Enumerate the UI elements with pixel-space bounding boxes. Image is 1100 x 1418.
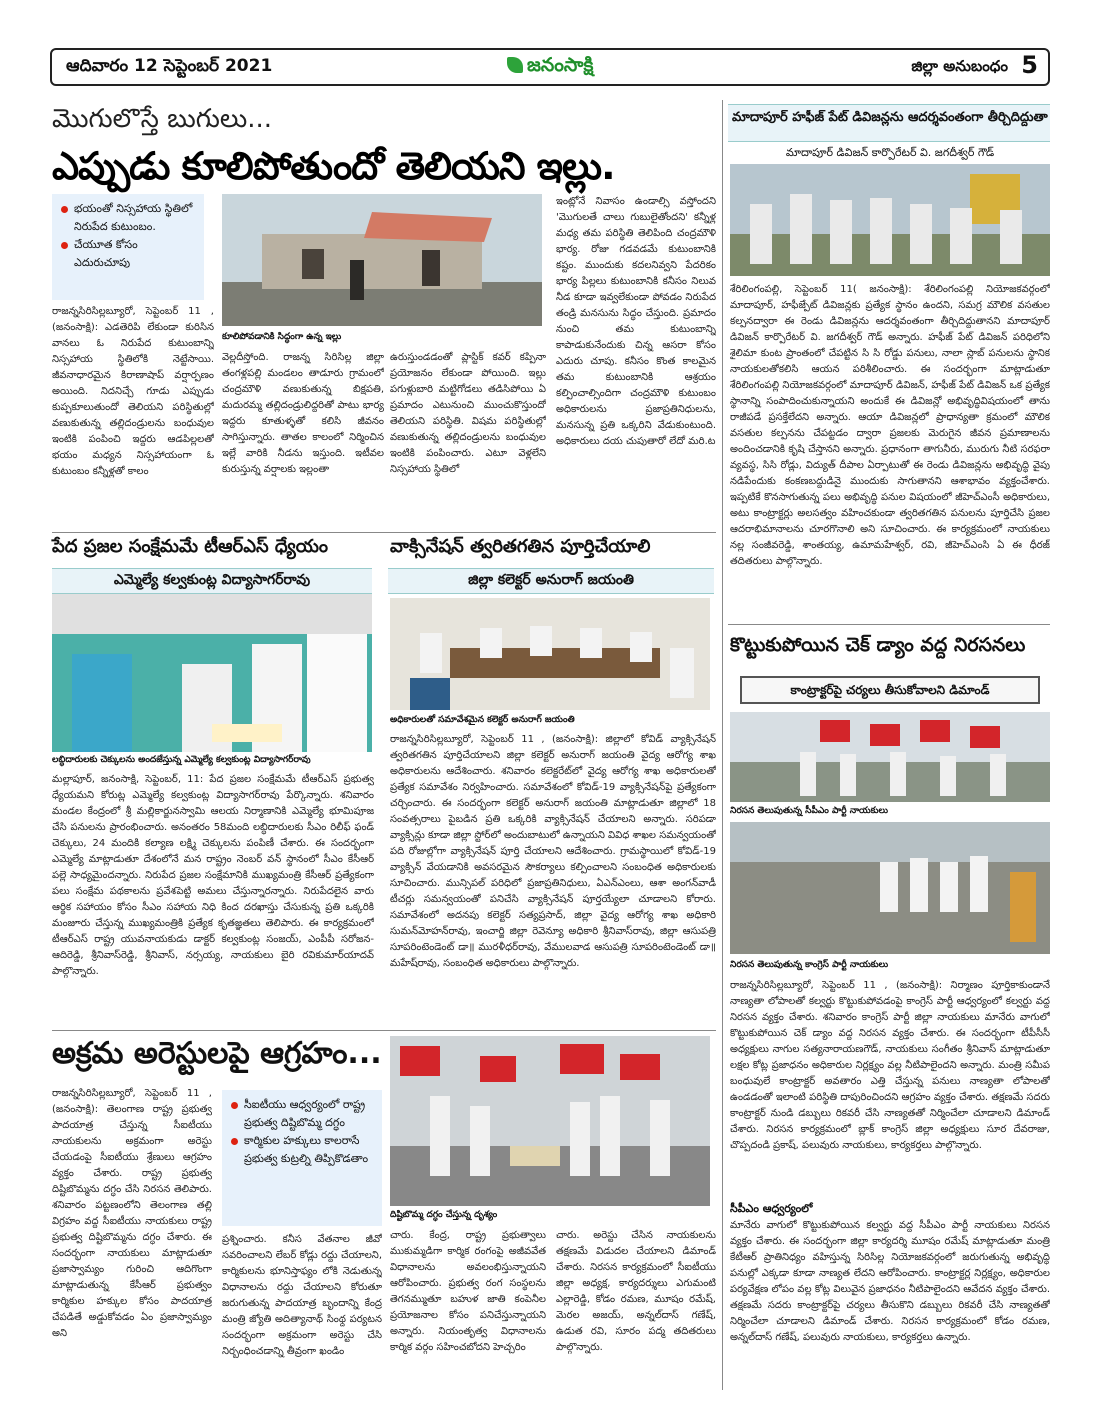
story1-col3: ఉరుస్తుండడంతో ప్లాస్టిక్ కవర్ కప్పినా ప్రయోజనం లేకుండా పోయింది. ఇల్లు పగుళ్లుబారి మట్టిగోడలు తడిసిపోయి ఏ ప్రమాదం ఎటునుంచి ముంచుకొస్తుందో తెలియని పరిస్థితి. విషమ పరిస్థితుల్లో వణుకుతున్న తల్లిదండ్రులను బంధువుల ఇంటికి పంపించారు. ఎటూ వెళ్లలేని నిస్సహాయ స్థితిలో [390, 352, 546, 475]
story4-headline: వాక్సినేషన్ త్వరితగతిన పూర్తిచేయాలి [390, 536, 651, 557]
story6-col2: ప్రశ్నించారు. కనీస వేతనాల జీవో సవరించాలని లేబర్ కోడ్లు రద్దు చేయాలని, కార్మికులను భూనిస్తాఫ్యం లోకి నెడుతున్న విధానాలను రద్దు చేయాలని కోరుతూ జరుగుతున్న పాదయాత్ర బృందాన్ని కేంద్ర మంత్రి జ్యోతి అదిత్యానాథ్ సింథ్ద పర్యటన సందర్భంగా అక్రమంగా అరెస్టు చేసి నిర్బంధించడాన్ని తీవ్రంగా ఖండిం [222, 1234, 382, 1357]
story4-photo-caption: అధికారులతో సమావేశమైన కలెక్టర్ అనురాగ్ జయంతి [390, 715, 575, 725]
story6-photo-caption: దిష్టిబొమ్మ దగ్ధం చేస్తున్న దృశ్యం [390, 1210, 498, 1220]
story5-photo2-caption: నిరసన తెలుపుతున్న కాంగ్రెస్ పార్టీ నాయకులు [730, 960, 889, 970]
story2-headline: మాదాపూర్ హఫీజ్ పేట్ డివిజన్లను ఆదర్శవంతంగా తీర్చిదిద్దుతా [732, 110, 1048, 125]
cheque-distribution-image [52, 594, 372, 752]
story5-photo1-caption: నిరసన తెలుపుతున్న సీపీఎం పార్టీ నాయకులు [730, 806, 888, 816]
story5-body2: మానేరు వాగులో కొట్టుకుపోయిన కల్వర్టు వద్ద సీపీఎం పార్టీ నాయకులు నిరసన వ్యక్తం చేశారు. ఈ సందర్భంగా జిల్లా కార్యదర్శి మూషం రమేష్ మాట్లాడుతూ మంత్రి కేటీఆర్ ప్రాతినిధ్యం వహిస్తున్న సిరిసిల్ల నియోజకవర్గంలో జరుగుతున్న అభివృద్ధి పనుల్లో ఎక్కడా కూడా నాణ్యత లేదని ఆరోపించారు. కాంట్రాక్టర్ల నిర్లక్ష్యం, అధికారుల పర్యవేక్షణ లోపం వల్ల కోట్ల విలువైన ప్రజాధనం నీటిపాలైందని ఆవేదన వ్యక్తం చేశారు. తక్షణమే సదరు కాంట్రాక్టర్‌పై చర్యలు తీసుకొని డబ్బులు రికవరీ చేసి నాణ్యతతో నిర్మించేలా చూడాలని డిమాండ్ చేశారు. నిరసన కార్యక్రమంలో కోడం రమణ, అన్నల్‌దాస్ గణేష్, పలువురు నాయకులు, కార్యకర్తలు ఉన్నారు. [730, 1220, 1050, 1343]
story5-subhead: కాంట్రాక్టర్‌పై చర్యలు తీసుకోవాలని డిమాండ్ [740, 676, 1040, 704]
story6-photo [390, 1036, 710, 1206]
effigy-burning-image [390, 1036, 710, 1206]
story6-bullet-box [222, 1090, 382, 1226]
masthead [50, 48, 1050, 86]
story5-body: రాజన్నసిరిసిల్లబ్యూరో, సెప్టెంబర్ 11 , (జనంసాక్షి): నిర్మాణం పూర్తికాకుండానే నాణ్యతా లోపాలతో కల్వర్టు కొట్టుకుపోవడంపై కాంగ్రెస్ పార్టీ ఆధ్వర్యంలో కల్వర్టు వద్ద నిరసన వ్యక్తం చేశారు. శనివారం కాంగ్రెస్ పార్టీ జిల్లా నాయకులు మానేరు వాగులో కొట్టుకుపోయిన చెక్ డ్యాం వద్ద నిరసన వ్యక్తం చేశారు. ఈ సందర్భంగా టీపీసీసీ అధ్యక్షులు నాగుల సత్యనారాయణగౌడ్, నాయకులు సంగీతం శ్రీనివాస్ మాట్లాడుతూ లక్షల కోట్ల ప్రజాధనం అధికారుల నిర్లక్ష్యం వల్ల నీటిపాలైందని అన్నారు. మంత్రి సమీప బంధువులే కాంట్రాక్టర్ అవతారం ఎత్తి చేస్తున్న పనులు నాణ్యతా లోపాలతో ఉండడంతో ఇలాంటి పరిస్థితి దాపురించిందని ఆగ్రహం వ్యక్తం చేశారు. తక్షణమే సదరు కాంట్రాక్టర్ నుండి డబ్బులు రికవరీ చేసి నాణ్యతతో నిర్మించేలా చూడాలని డిమాండ్ చేశారు. నిరసన కార్యక్రమంలో బ్లాక్ కాంగ్రెస్ జిల్లా అధ్యక్షులు సూర దేవరాజు, చొప్పదండి ప్రకాష్, పలువురు నాయకులు, కార్యకర్తలు పాల్గొన్నారు. [730, 980, 1050, 1151]
section-rule [52, 1030, 716, 1031]
story5-sub-section: సీపీఎం ఆధ్వర్యంలో [730, 1202, 813, 1215]
section-name: జిల్లా అనుబంధం [911, 57, 1008, 75]
story6-headline: అక్రమ అరెస్టులపై ఆగ్రహం... [52, 1036, 382, 1071]
story1-bullet: భయంతో నిస్సహాయ స్థితిలో నిరుపేద కుటుంబం. [60, 200, 196, 236]
story1-col2: వెల్లదీస్తోంది. రాజన్న సిరిసిల్ల జిల్లా తంగళ్లపల్లి మండలం తాడూరు గ్రామంలో చంద్రమౌళి వణుకుతున్న బిక్షపతి, మదురమ్మ తల్లిదండ్రులిద్దరితో పాటు భార్య ఇద్దరు కూతుళ్ళతో కలిసి జీవనం సాగిస్తున్నారు. తాతల కాలంలో నిర్మించిన ఇల్లే వారికి నీడను ఇస్తుంది. ఇటీవల కురుస్తున్న వర్షాలకు ఇల్లంతా [222, 352, 384, 475]
section-rule [728, 624, 1050, 625]
page-number: 5 [1021, 51, 1038, 79]
story2-body: శేరిలింగంపల్లి, సెప్టెంబర్ 11( జనంసాక్షి): శేరిలింగంపల్లి నియోజకవర్గంలో మాదాపూర్, హఫీజ్పేట్ డివిజన్లకు ప్రత్యేక స్థానం ఉందని, సమగ్ర మౌలిక వసతుల కల్పనద్వారా ఈ రెండు డివిజన్లను ఆదర్శవంతంగా తీర్చిదిద్దుతానని మాదాపూర్ డివిజన్ కార్పొరేటర్ వి. జగదీశ్వర్ గౌడ్ అన్నారు. హఫీజ్ పేట్ డివిజన్ పరిధిలోని శైలిమా కుంట ప్రాంతంలో చేపట్టిన సి సి రోడ్డు పనులు, నాలా స్లాబ్ పనులను స్థానిక నాయకులతోకలిసి ఆయన పరిశీలించారు. ఈ సందర్భంగా మాట్లాడుతూ శేరిలింగంపల్లి నియోజకవర్గంలో మాదాపూర్ డివిజన్, హఫీజ్ పేట్ డివిజన్ ఒక ప్రత్యేక స్థానాన్ని సంపాదించుకున్నాయని అందుకే ఈ డివిజన్లో అభివృద్ధివిషయంలో తాను రాజీపడే ప్రసక్తేలేదని అన్నారు. ఆయా డివిజన్లలో ప్రాధాన్యతా క్రమంలో మౌలిక వసతుల కల్పనను చేపట్టడం ద్వారా ప్రజలకు మెరుగైన జీవన ప్రమాణాలను అందించడానికి కృషి చేస్తానని అన్నారు. ప్రధానంగా తాగునీరు, మురుగు నీటి సరఫరా వ్యవస్థ, సిసి రోడ్లు, విద్యుత్ దీపాల ఏర్పాటుతో ఈ రెండు డివిజన్లను అభివృద్ధి వైపు నడిపేందుకు కంకణబద్దుడినై ముందుకు సాగుతానని ఆశాభావం వ్యక్తంచేశారు. ఇప్పటికే కొనసాగుతున్న పలు అభివృద్ధి పనుల విషయంలో జీహెచ్ఎంసీ అధికారులు, అటు కాంట్రాక్టర్లు అలసత్వం వహించకుండా త్వరితగతిన పనులను పూర్తిచేసి ప్రజల ఆదరాభిమానాలను చూరగొనాలి అని సూచించారు. ఈ కార్యక్రమంలో నాయకులు నల్ల సంజీవరెడ్డి, శాంతయ్య, ఉమామహేశ్వర్, రవి, జీహెచ్ఎంసి ఏ ఈ ధీరజ్ తదితరులు పాల్గొన్నారు. [730, 284, 1050, 567]
leaf-icon [507, 57, 523, 73]
issue-date: ఆదివారం 12 సెప్టెంబర్ 2021 [66, 56, 273, 76]
story2-photo [730, 164, 1050, 276]
story2-subhead: మాదాపూర్ డివిజన్ కార్పొరేటర్ వి. జగదీశ్వర్ గౌడ్ [785, 146, 995, 159]
story4-body: రాజన్నసిరిసిల్లబ్యూరో, సెప్టెంబర్ 11 , (జనంసాక్షి): జిల్లాలో కోవిడ్ వ్యాక్సినేషన్ త్వరితగతిన పూర్తిచేయాలని జిల్లా కలెక్టర్ అనురాగ్ జయంతి వైద్య ఆరోగ్య శాఖ అధికారులను ఆదేశించారు. శనివారం కలెక్టరేట్‌లో వైద్య ఆరోగ్య శాఖ అధికారులతో ప్రత్యేక సమావేశం నిర్వహించారు. సమావేశంలో కోవిడ్-19 వ్యాక్సినేషన్‌పై ప్రత్యేకంగా చర్చించారు. ఈ సందర్భంగా కలెక్టర్ అనురాగ్ జయంతి మాట్లాడుతూ జిల్లాలో 18 సంవత్సరాలు పైబడిన ప్రతి ఒక్కరికి వ్యాక్సినేషన్ చేయాలని అన్నారు. సరిపడా వ్యాక్సిన్లు కూడా జిల్లా స్టోర్‌లో అందుబాటులో ఉన్నాయని వివిధ శాఖల సమన్వయంతో పది రోజుల్లోగా వ్యాక్సినేషన్ పూర్తి చేయాలని ఆదేశించారు. గ్రామస్థాయిలో కోవిడ్-19 వ్యాక్సిన్ వేయడానికి అవసరమైన సౌకర్యాలు కల్పించాలని సంబంధిత అధికారులకు సూచించారు. మున్సిపల్ పరిధిలో ప్రజాప్రతినిధులు, ఏఎన్ఎంలు, ఆశా అంగన్‌వాడీ టీచర్లు సమన్వయంతో పనిచేసి వ్యాక్సినేషన్ పూర్తయ్యేలా చూడాలని కోరారు. సమావేశంలో అదనపు కలెక్టర్ సత్యప్రసాద్, జిల్లా వైద్య ఆరోగ్య శాఖ అధికారి సుమన్‌మోహన్‌రావు, ఇంచార్జి జిల్లా రెవెన్యూ అధికారి శ్రీనివాస్‌రావు, జిల్లా ఆసుపత్రి సూపరింటెండెంట్ డా॥ మురళీధర్‌రావు, వేములవాడ ఆసుపత్రి సూపరింటెండెంట్ డా॥ మహేష్‌రావు, సంబంధిత అధికారులు పాల్గొన్నారు. [390, 734, 716, 969]
story1-bullet-box [52, 194, 204, 300]
story5-photo1 [730, 712, 1050, 802]
inspection-image [730, 164, 1050, 276]
story1-col1: రాజన్నసిరిసిల్లబ్యూరో, సెప్టెంబర్ 11 , (జనంసాక్షి): ఎడతెరిపి లేకుండా కురిసిన వానలు ఓ నిరుపేద కుటుంబాన్ని నిస్సహాయ స్థితిలోకి నెట్టేసాయి. జీవనాధారమైన కిరాణాషాప్ వర్షార్పణం అయింది. నిదనిచ్చే గూడు ఎప్పుడు కుప్పకూలుతుందో తెలియని పరిస్థితుల్లో వణుకుతున్న తల్లిదండ్రులను బంధువుల ఇంటికి పంపించి ఇద్దరు ఆడపిల్లలతో భయం మధ్యన నిస్సహాయంగా ఓ కుటుంబం కన్నీళ్లతో కాలం [52, 306, 214, 477]
story3-headline: పేద ప్రజల సంక్షేమమే టీఆర్ఎస్ ధ్యేయం [52, 536, 329, 557]
cpm-protest-image [730, 712, 1050, 802]
story1-kicker: మొగులొస్తే బుగులు... [52, 104, 273, 134]
story4-subhead: జిల్లా కలెక్టర్ అనురాగ్ జయంతి [468, 572, 634, 588]
logo-text: జనంసాక్షి [527, 54, 594, 76]
story1-photo-caption: కూలిపోవడానికి సిద్ధంగా ఉన్న ఇల్లు [222, 332, 342, 342]
collapsing-house-image [222, 194, 542, 326]
story6-bullet: కార్మికుల హక్కులు కాలరాసే ప్రభుత్వ కుట్రల్ని తిప్పికొడతాం [230, 1132, 374, 1168]
story6-col4: చారు. అరెస్టు చేసిన నాయకులను తక్షణమే విడుదల చేయాలని డిమాండ్ చేశారు. నిరసన కార్యక్రమంలో సీఐటీయు జిల్లా అధ్యక్ష, కార్యదర్శులు ఎగుమంటి ఎల్లారెడ్డి, కోడం రమణ, మూషం రమేష్, మెరల అజయ్, అన్నల్‌దాస్ గణేష్, ఉడుత రవి, సూరం పద్మ తదితరులు పాల్గొన్నారు. [556, 1230, 716, 1353]
column-rule [722, 100, 723, 1390]
story3-body: మల్లాపూర్, జనంసాక్షి, సెప్టెంబర్, 11: పేద ప్రజల సంక్షేమమే టీఆర్ఎస్ ప్రభుత్వ ధ్యేయమని కోరుట్ల ఎమ్మెల్యే కల్వకుంట్ల విద్యాసాగర్‌రావు పేర్కొన్నారు. శనివారం మండల కేంద్రంలో శ్రీ మల్లికార్జునస్వామి ఆలయ నిర్మాణానికి ఎమ్మెల్యే భూమిపూజ చేసి పనులను ప్రారంభించారు. అనంతరం 58మంది లబ్ధిదారులకు సీఎం రిలీఫ్ ఫండ్ చెక్కులు, 24 మందికి కల్యాణ లక్ష్మి చెక్కులను పంపిణీ చేశారు. ఈ సందర్భంగా ఎమ్మెల్యే మాట్లాడుతూ దేశంలోనే మన రాష్ట్రం నెంబర్ వన్ స్థానంలో సీఎం కేసీఆర్ పల్లె సాధ్యమైందన్నారు. నిరుపేద ప్రజల సంక్షేమానికి ముఖ్యమంత్రి కేసీఆర్ ప్రత్యేకంగా పలు సంక్షేమ పథకాలను ప్రవేశపెట్టి అమలు చేస్తున్నారన్నారు. నిరుపేదలైన వారు ఆర్థిక సహాయం కోసం సీఎం సహాయ నిధి కింద దరఖాస్తు చేసుకున్న ప్రతి ఒక్కరికి మంజూరు చేస్తున్న ముఖ్యమంత్రికి ప్రత్యేక కృతజ్ఞతలు తెలిపారు. ఈ కార్యక్రమంలో టీఆర్ఎస్ రాష్ట్ర యువనాయకుడు డాక్టర్ కల్వకుంట్ల సంజయ్, ఎంపీపీ సరోజన-ఆదిరెడ్డి, శ్రీనివాస్‌రెడ్డి, శ్రీనివాస్, నర్సయ్య, నాయకులు బైరి రవికుమార్‌యాదవ్ పాల్గొన్నారు. [52, 774, 374, 977]
story3-subhead: ఎమ్మెల్యే కల్వకుంట్ల విద్యాసాగర్‌రావు [113, 572, 311, 588]
story3-photo-caption: లబ్ధిదారులకు చెక్కులను అందజేస్తున్న ఎమ్మెల్యే కల్వకుంట్ల విద్యాసాగర్‌రావు [52, 755, 311, 765]
story6-col1: రాజన్నసిరిసిల్లబ్యూరో, సెప్టెంబర్ 11 , (జనంసాక్షి): తెలంగాణ రాష్ట్ర ప్రభుత్వ పాదయాత్ర చేస్తున్న సీఐటీయు నాయకులను అక్రమంగా అరెస్టు చేయడంపై సీఐటీయు శ్రేణులు ఆగ్రహం వ్యక్తం చేశారు. రాష్ట్ర ప్రభుత్వ దిష్టిబొమ్మను దగ్ధం చేసి నిరసన తెలిపారు. శనివారం పట్టణంలోని తెలంగాణ తల్లి విగ్రహం వద్ద సీఐటీయు నాయకులు రాష్ట్ర ప్రభుత్వ దిష్టిబొమ్మను దగ్ధం చేశారు. ఈ సందర్భంగా నాయకులు మాట్లాడుతూ ప్రజాస్వామ్యం గురించి ఆదిగొంగా మాట్లాడుతున్న కేసీఆర్ ప్రభుత్వం కార్మికుల హక్కుల కోసం పాదయాత్ర చేపడితే అడ్డుకోవడం ఏం ప్రజాస్వామ్యం అని [52, 1088, 212, 1339]
story3-photo [52, 594, 372, 752]
story1-headline: ఎప్పుడు కూలిపోతుందో తెలియని ఇల్లు. [52, 144, 615, 188]
story6-bullet: సీఐటీయు ఆధ్వర్యంలో రాష్ట్ర ప్రభుత్వ దిష్టిబొమ్మ దగ్ధం [230, 1096, 374, 1132]
story5-photo2 [730, 822, 1050, 954]
story1-col4: ఇంట్లోనే నివాసం ఉండాల్సి వస్తోందని 'మొగులతే చాలు గుబులైతోందని' కన్నీళ్ల మధ్య తమ పరిస్థితి తెలిపింది చంద్రమౌళి భార్య. రోజు గడవడమే కుటుంబానికి కష్టం. ముందుకు కదలనివ్వని పేదరికం భార్య పిల్లలు కుటుంబానికి కనీసం నిలువ నీడ కూడా ఇవ్వలేకుండా పోవడం నిరుపేద తండ్రి మనసును సిద్ధం చేస్తుంది. ప్రమాదం నుంచి తమ కుటుంబాన్ని కాపాడుకునేందుకు చిన్న ఆసరా కోసం ఎదురు చూపు. కనీసం కొంత కాలమైన తమ కుటుంబానికి ఆశ్రయం కల్పించాల్సిందిగా చంద్రమౌళి కుటుంబం అధికారులను ప్రజాప్రతినిధులను, మనసున్న ప్రతి ఒక్కరిని వేడుకుంటుంది. అధికారులు దయ చుపుతారో లేదో మరి.ట [556, 196, 716, 447]
story1-bullet: చేయూత కోసం ఎదురుచూపు [60, 236, 196, 272]
story1-photo [222, 194, 542, 326]
story5-headline: కొట్టుకుపోయిన చెక్ డ్యాం వద్ద నిరసనలు [730, 634, 1026, 656]
meeting-image [390, 598, 710, 710]
congress-protest-image [730, 822, 1050, 954]
story4-photo [390, 598, 710, 710]
newspaper-logo [507, 54, 593, 81]
story6-col3: చారు. కేంద్ర, రాష్ట్ర ప్రభుత్వాలు ముకుమ్మడిగా కార్మిక రంగంపై అజీవవేత విధానాలను అవలంభిస్తున్నాయని ఆరోపించారు. ప్రభుత్వ రంగ సంస్థలను తెగనమ్ముతూ బహుళ జాతి కంపెనీల ప్రయోజనాల కోసం పనిచేస్తున్నాయని అన్నారు. నియంతృత్వ విధానాలను కార్మిక వర్గం సహించబోదని హెచ్చరిం [390, 1230, 546, 1353]
section-rule [52, 532, 716, 533]
